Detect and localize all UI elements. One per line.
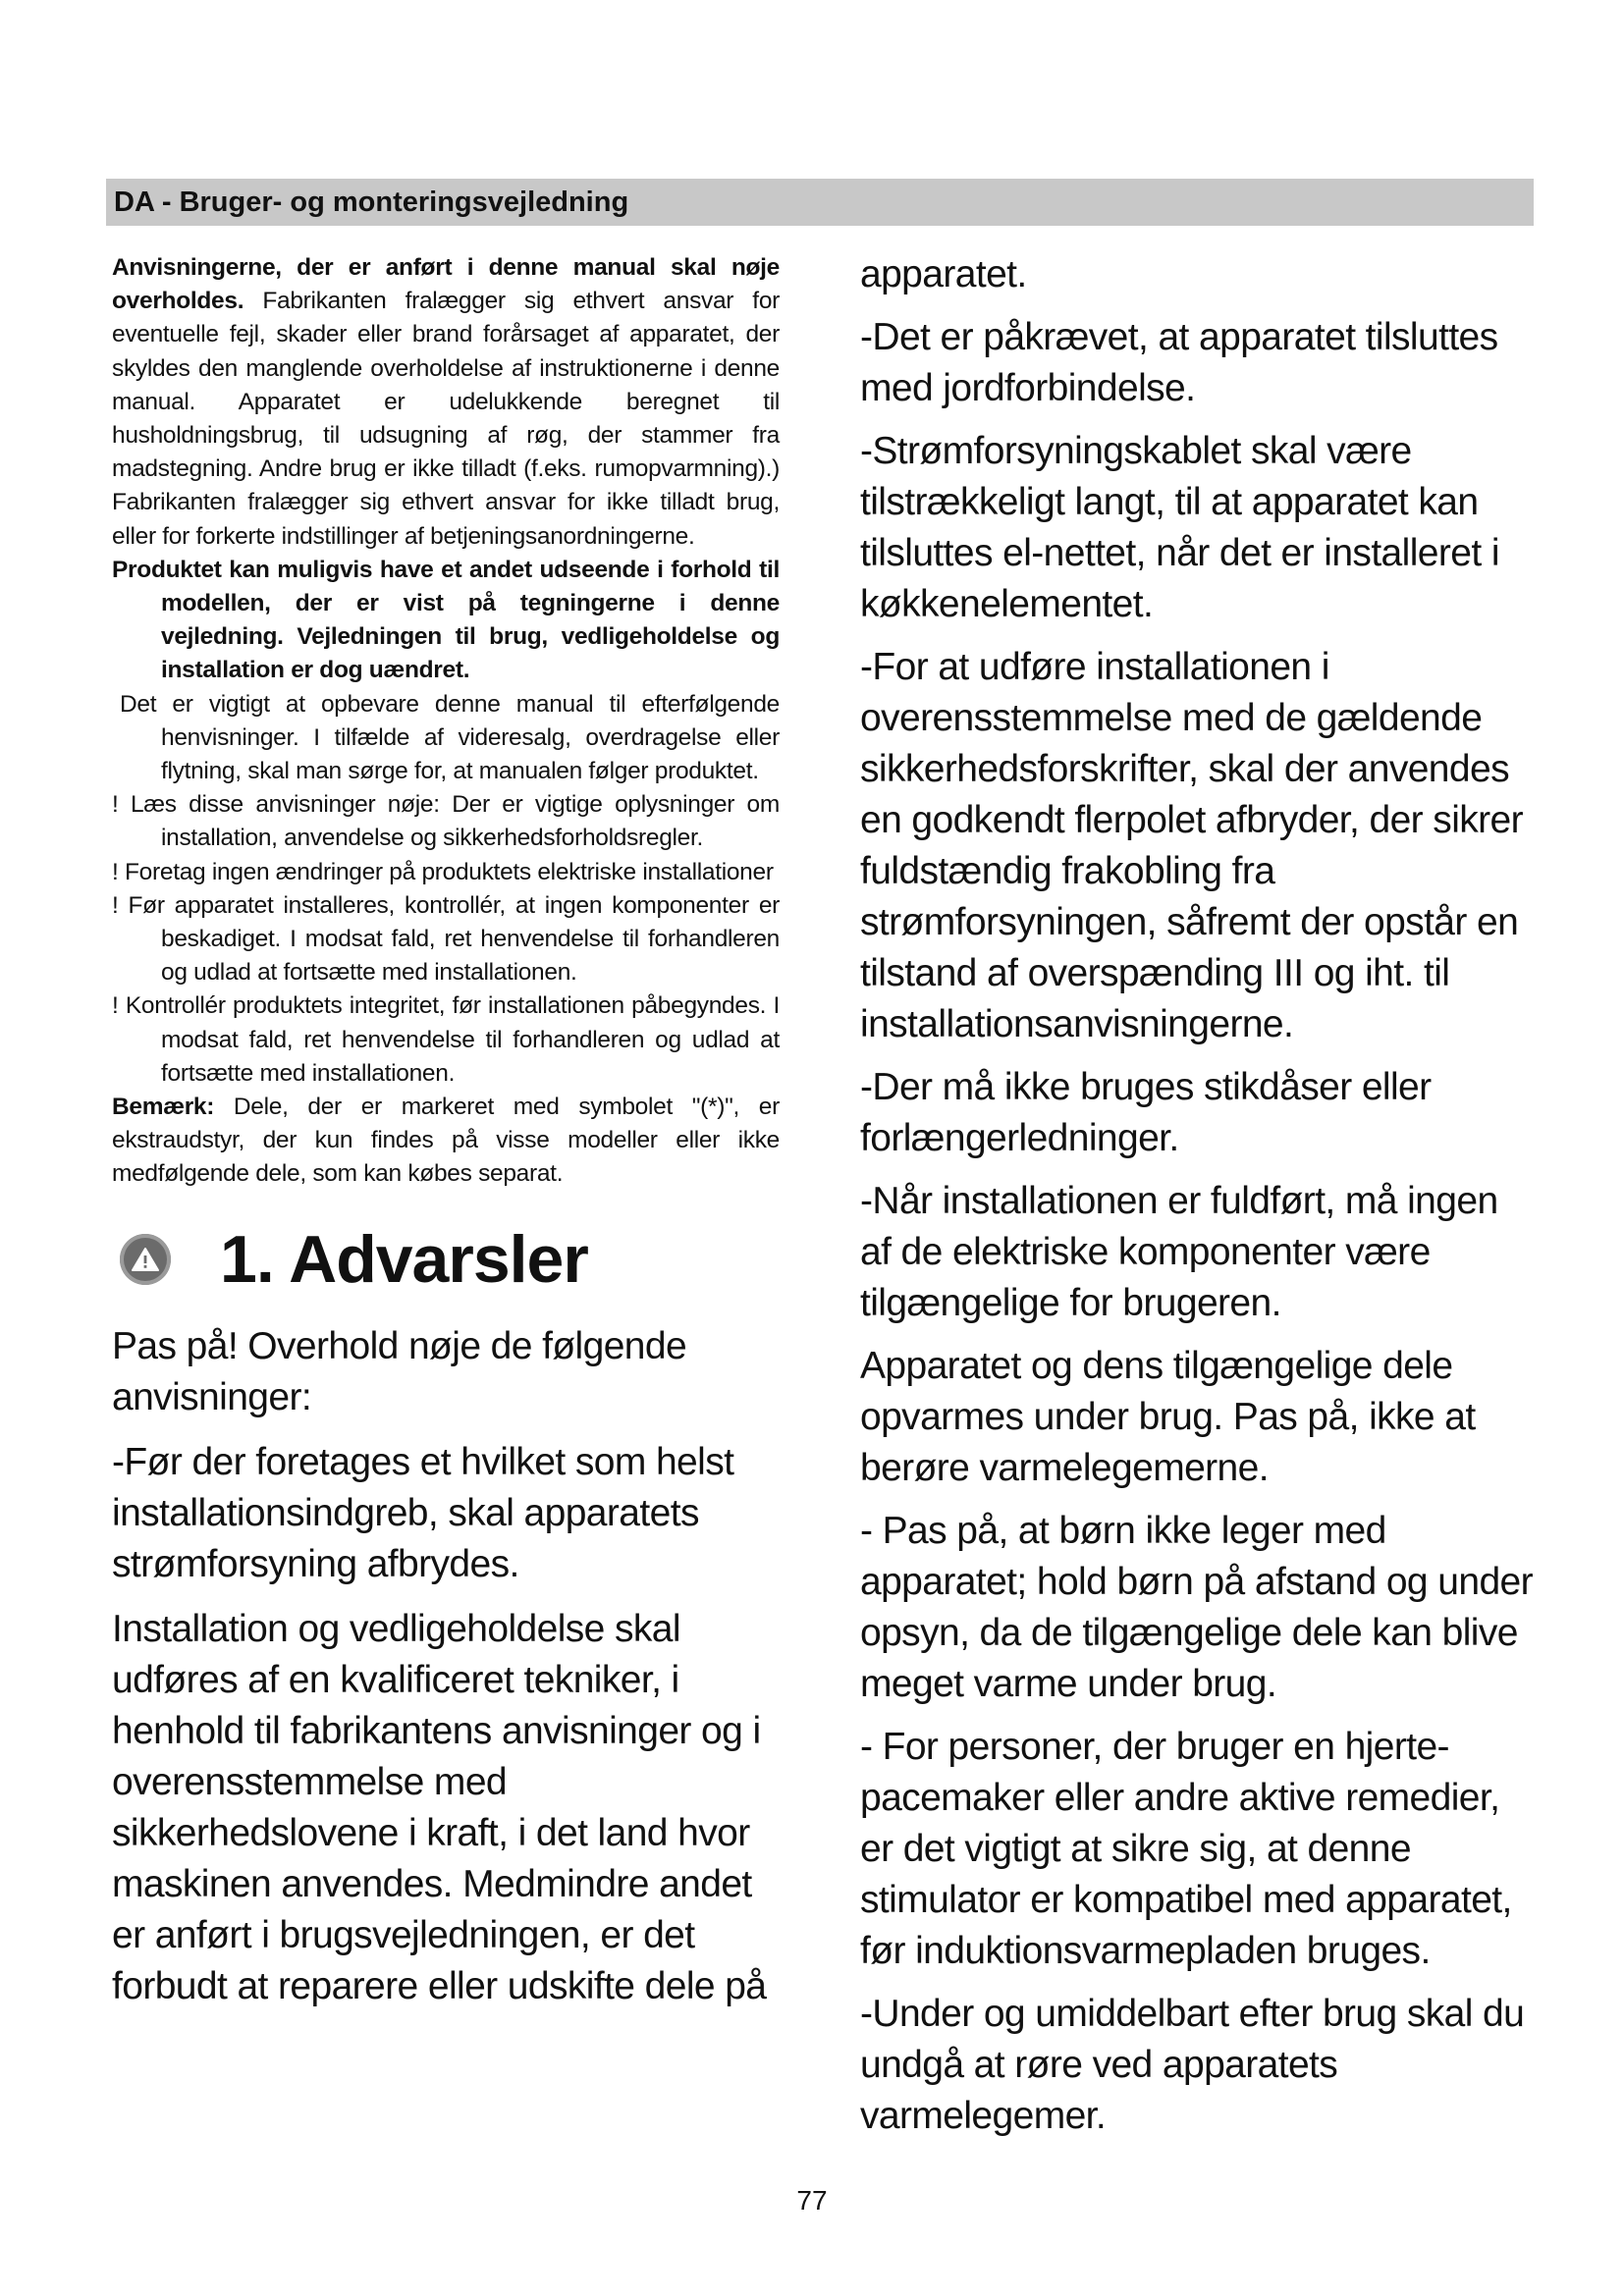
note-paragraph [112, 1091, 780, 1192]
section-header-bar [106, 179, 1534, 226]
bullet-item: ! Foretag ingen ændringer på produktets elektriske installationer [112, 858, 774, 885]
bullet-item: ! Læs disse anvisninger nøje: Der er vigtige oplysninger om installation, anvendelse og sikkerhedsforholdsregler. [112, 791, 780, 852]
bullet-item: ! Før apparatet installeres, kontrollér, at ingen komponenter er beskadiget. I modsat fald, ret henvendelse til forhandleren og udlad at fortsætte med installationen. [112, 891, 780, 987]
bullet-item: ! Kontrollér produktets integritet, før installationen påbegyndes. I modsat fald, ret henvendelse til forhandleren og udlad at fortsætte med installationen. [112, 992, 780, 1087]
page-number: 77 [796, 2185, 828, 2216]
right-paragraph: apparatet. [860, 253, 1027, 295]
warning-icon [120, 1234, 171, 1285]
left-paragraph: -Før der foretages et hvilket som helst installationsindgreb, skal apparatets strømforsyning afbrydes. [112, 1440, 734, 1585]
right-paragraph: -Når installationen er fuldført, må ingen af de elektriske komponenter være tilgængelige for brugeren. [860, 1180, 1498, 1324]
product-notice: Produktet kan muligvis have et andet udseende i forhold til modellen, der er vist på tegningerne i denne vejledning. Vejledningen til brug, vedligeholdelse og installation er dog uændret. [112, 556, 780, 684]
left-column [112, 251, 780, 2026]
right-paragraph: -Det er påkrævet, at apparatet tilsluttes med jordforbindelse. [860, 316, 1498, 409]
header-title: DA - Bruger- og monteringsvejledning [114, 187, 629, 218]
keep-manual-notice: Det er vigtigt at opbevare denne manual til efterfølgende henvisninger. I tilfælde af videresalg, overdragelse eller flytning, skal man sørge for, at manualen følger produktet. [120, 690, 780, 785]
left-paragraph: Installation og vedligeholdelse skal udføres af en kvalificeret tekniker, i henhold til fabrikantens anvisninger og i overensstemmelse med sikkerhedslovene i kraft, i det land hvor maskinen anvendes. Medmindre andet er anført i brugsvejledningen, er det forbudt at reparere eller udskifte dele på [112, 1607, 767, 2007]
right-paragraph: Apparatet og dens tilgængelige dele opvarmes under brug. Pas på, ikke at berøre varmelegemerne. [860, 1345, 1476, 1489]
intro-lead-text: Fabrikanten fralægger sig ethvert ansvar for eventuelle fejl, skader eller brand forårsaget af apparatet, der skyldes den manglende overholdelse af instruktionerne i denne manual. Apparatet er udelukkende beregnet til husholdningsbrug, til udsugning af røg, der stammer fra madstegning. Andre brug er ikke tilladt (f.eks. rumopvarmning).) Fabrikanten fralægger sig ethvert ansvar for ikke tilladt brug, eller for forkerte indstillinger af betjeningsanordningerne. [112, 288, 780, 550]
right-paragraph: -Under og umiddelbart efter brug skal du undgå at røre ved apparatets varmelegemer. [860, 1993, 1525, 2137]
right-paragraph: -For at udføre installationen i overensstemmelse med de gældende sikkerhedsforskrifter, skal der anvendes en godkendt flerpolet afbryder, der sikrer fuldstændig frakobling fra strømforsyningen, såfremt der opstår en tilstand af overspænding III og iht. til installationsanvisningerne. [860, 646, 1524, 1045]
intro-paragraph [112, 251, 780, 554]
right-paragraph: -Der må ikke bruges stikdåser eller forlængerledninger. [860, 1066, 1432, 1159]
right-paragraph: - Pas på, at børn ikke leger med apparatet; hold børn på afstand og under opsyn, da de tilgængelige dele kan blive meget varme under brug. [860, 1510, 1534, 1705]
intro-lead-bold: Anvisningerne, der er anført i denne manual skal nøje overholdes. [112, 254, 780, 315]
section-heading [112, 1215, 780, 1304]
right-paragraph: - For personer, der bruger en hjerte-pacemaker eller andre aktive remedier, er det vigtigt at sikre sig, at denne stimulator er kompatibel med apparatet, før induktionsvarmepladen bruges. [860, 1726, 1512, 1972]
note-text: Dele, der er markeret med symbolet "(*)", er ekstraudstyr, der kun findes på visse modeller eller ikke medfølgende dele, som kan købes separat. [112, 1094, 780, 1188]
right-column [860, 249, 1538, 2154]
right-paragraph: -Strømforsyningskablet skal være tilstrækkeligt langt, til at apparatet kan tilsluttes el-nettet, når det er installeret i køkkenelementet. [860, 430, 1499, 625]
section-title: 1. Advarsler [220, 1221, 588, 1297]
left-paragraph: Pas på! Overhold nøje de følgende anvisninger: [112, 1324, 687, 1418]
note-label: Bemærk: [112, 1094, 215, 1121]
